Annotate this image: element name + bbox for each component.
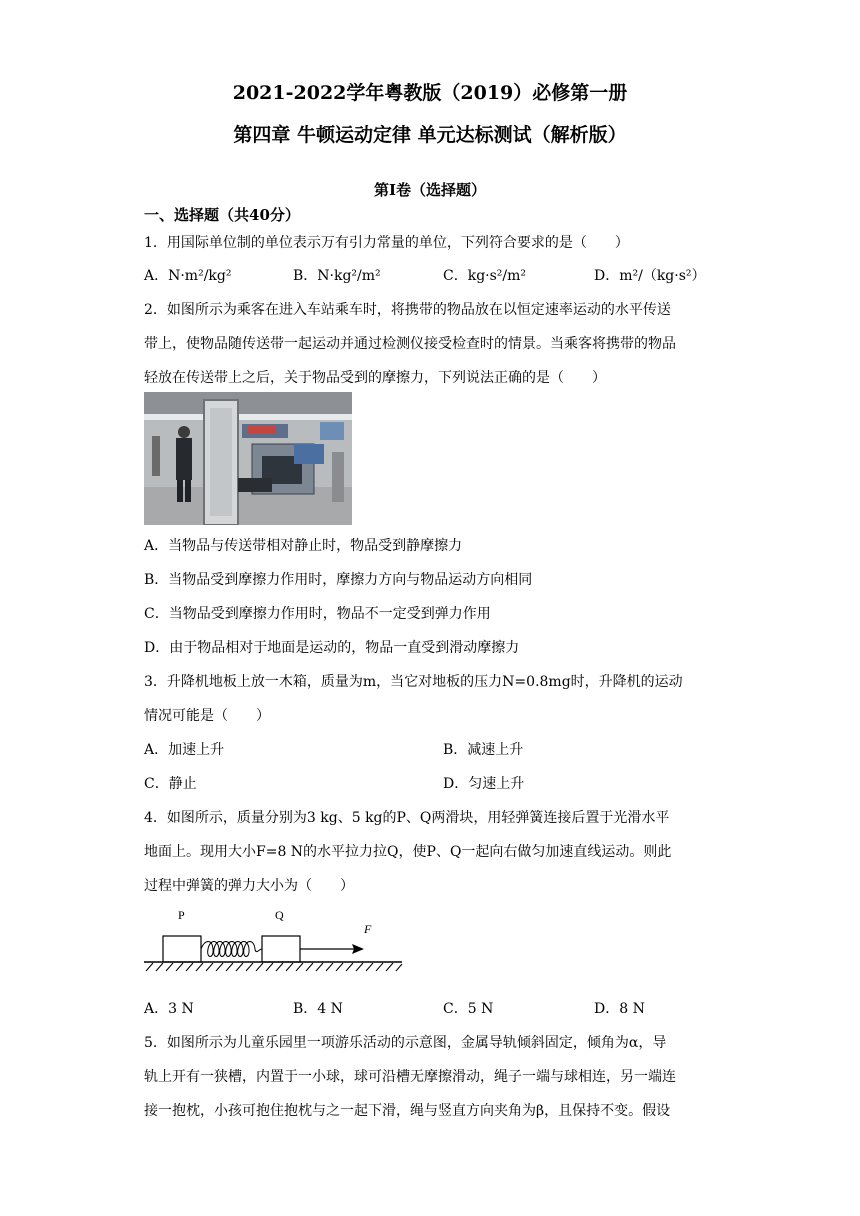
part-title: 一、选择题（共40分） — [144, 206, 300, 224]
spring — [201, 942, 262, 957]
question-3-option-d: D．匀速上升 — [443, 776, 525, 792]
question-5-stem-line1: 5．如图所示为儿童乐园里一项游乐活动的示意图，金属导轨倾斜固定，倾角为α，导 — [144, 1035, 667, 1051]
block-q-label: Q — [275, 908, 284, 922]
question-4-stem-line1: 4．如图所示，质量分别为3 kg、5 kg的P、Q两滑块，用轻弹簧连接后置于光滑水平 — [144, 810, 670, 826]
spring-blocks-diagram — [142, 905, 404, 975]
question-1-option-d: D．m²/（kg·s²） — [594, 268, 706, 284]
question-2-stem-line1: 2．如图所示为乘客在进入车站乘车时，将携带的物品放在以恒定速率运动的水平传送 — [144, 302, 671, 318]
block-p — [163, 936, 201, 962]
question-4-option-a: A．3 N — [144, 1001, 194, 1017]
question-3-option-a: A．加速上升 — [144, 742, 225, 758]
question-3-stem-line1: 3．升降机地板上放一木箱，质量为m，当它对地板的压力N=0.8mg时，升降机的运动 — [144, 674, 683, 690]
question-2-option-b: B．当物品受到摩擦力作用时，摩擦力方向与物品运动方向相同 — [144, 572, 533, 588]
force-f-label: F — [364, 922, 372, 936]
security-check-photo — [144, 392, 352, 525]
question-2-stem-line3: 轻放在传送带上之后，关于物品受到的摩擦力，下列说法正确的是（ ） — [144, 370, 606, 386]
question-4-stem-line3: 过程中弹簧的弹力大小为（ ） — [144, 878, 354, 894]
block-q — [262, 936, 300, 962]
volume-title: 第Ⅰ卷（选择题） — [373, 181, 487, 199]
question-4-option-c: C．5 N — [443, 1001, 494, 1017]
question-2-option-a: A．当物品与传送带相对静止时，物品受到静摩擦力 — [144, 538, 463, 554]
question-1-stem: 1．用国际单位制的单位表示万有引力常量的单位，下列符合要求的是（ ） — [144, 235, 629, 251]
question-4-option-d: D．8 N — [594, 1001, 645, 1017]
ground-hatching — [146, 963, 402, 971]
question-1-option-a: A．N·m²/kg² — [144, 268, 232, 284]
question-3-option-c: C．静止 — [144, 776, 197, 792]
document-title-line1: 2021-2022学年粤教版（2019）必修第一册 — [232, 82, 628, 104]
block-p-label: P — [178, 908, 185, 922]
question-4-stem-line2: 地面上。现用大小F=8 N的水平拉力拉Q，使P、Q一起向右做匀加速直线运动。则此 — [144, 844, 672, 860]
question-5-stem-line3: 接一抱枕，小孩可抱住抱枕与之一起下滑，绳与竖直方向夹角为β，且保持不变。假设 — [144, 1103, 671, 1119]
question-2-stem-line2: 带上，使物品随传送带一起运动并通过检测仪接受检查时的情景。当乘客将携带的物品 — [144, 336, 676, 352]
question-1-option-b: B．N·kg²/m² — [293, 268, 381, 284]
question-3-option-b: B．减速上升 — [443, 742, 524, 758]
question-2-option-c: C．当物品受到摩擦力作用时，物品不一定受到弹力作用 — [144, 606, 491, 622]
document-title-line2: 第四章 牛顿运动定律 单元达标测试（解析版） — [233, 124, 627, 146]
question-4-option-b: B．4 N — [293, 1001, 343, 1017]
question-2-option-d: D．由于物品相对于地面是运动的，物品一直受到滑动摩擦力 — [144, 640, 520, 656]
question-3-stem-line2: 情况可能是（ ） — [144, 708, 270, 724]
question-5-stem-line2: 轨上开有一狭槽，内置于一小球，球可沿槽无摩擦滑动，绳子一端与球相连，另一端连 — [144, 1069, 676, 1085]
question-1-option-c: C．kg·s²/m² — [443, 268, 527, 284]
